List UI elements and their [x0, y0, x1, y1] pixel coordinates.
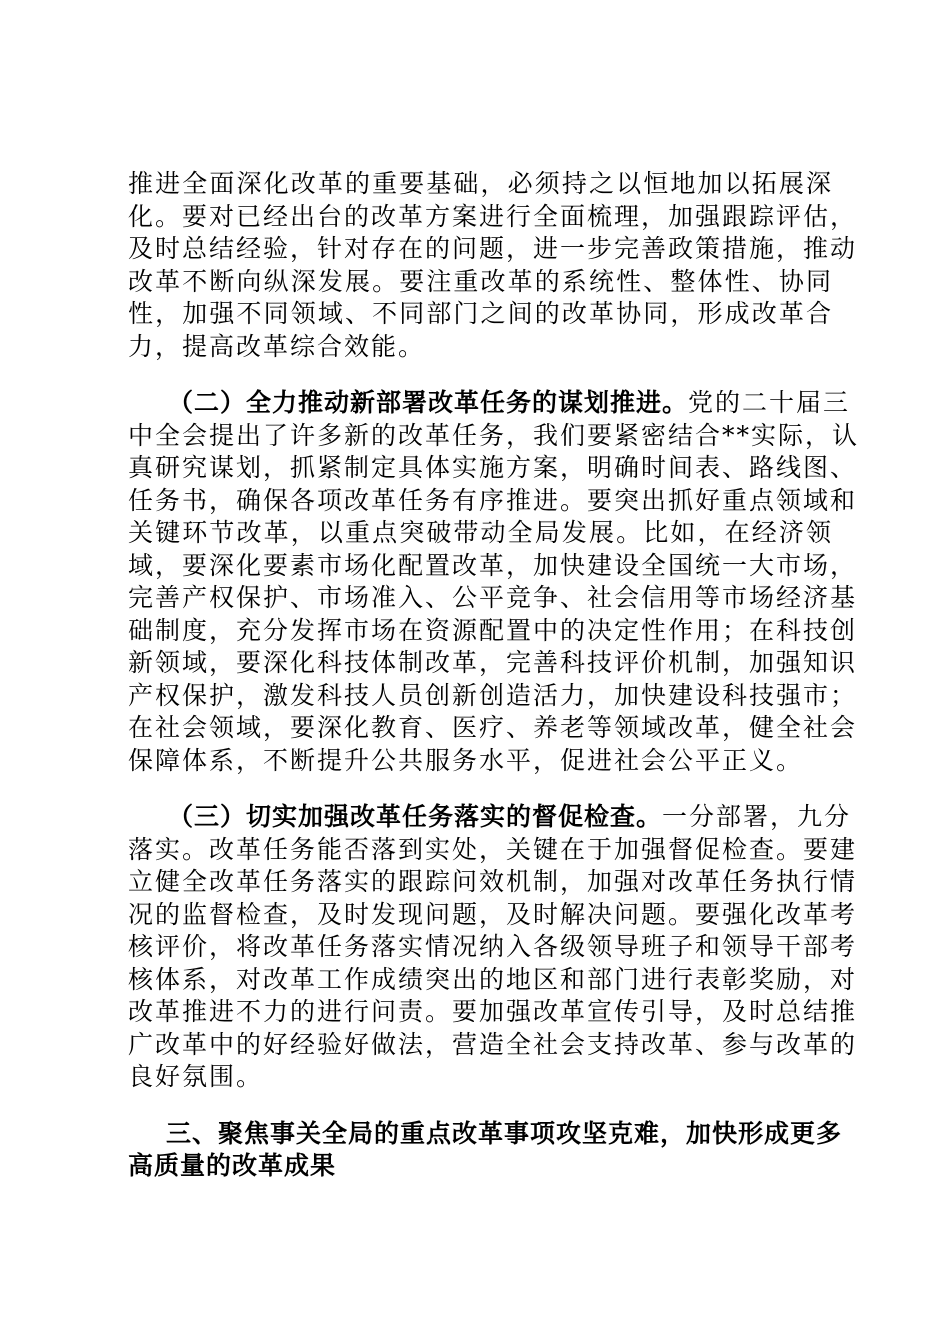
- text-line: 良好氛围。: [128, 1062, 264, 1091]
- section-lead: （二）全力推动新部署改革任务的谋划推进。: [168, 388, 689, 417]
- text-line: 础制度，充分发挥市场在资源配置中的决定性作用；在科技创: [128, 615, 858, 645]
- heading-line: 高质量的改革成果: [128, 1151, 337, 1180]
- paragraph-section-2: [128, 387, 860, 777]
- text-line: 力，提高改革综合效能。: [128, 331, 426, 361]
- text-line: 真研究谋划，抓紧制定具体实施方案，明确时间表、路线图、: [128, 453, 858, 482]
- text-line: 完善产权保护、市场准入、公平竞争、社会信用等市场经济基: [128, 583, 858, 612]
- text-line: 产权保护，激发科技人员创新创造活力，加快建设科技强市；: [128, 680, 858, 710]
- heading-line: 三、聚焦事关全局的重点改革事项攻坚克难，加快形成更多: [166, 1118, 843, 1148]
- text-line: 核评价，将改革任务落实情况纳入各级领导班子和领导干部考: [128, 932, 858, 961]
- section-lead: （三）切实加强改革任务落实的督促检查。: [168, 802, 663, 831]
- text-line: 改革推进不力的进行问责。要加强改革宣传引导，及时总结推: [128, 997, 858, 1026]
- text-line: 核体系，对改革工作成绩突出的地区和部门进行表彰奖励，对: [128, 964, 858, 994]
- text-line: 推进全面深化改革的重要基础，必须持之以恒地加以拓展深: [128, 169, 833, 198]
- section-heading: [128, 1118, 843, 1183]
- text-line: 落实。改革任务能否落到实处，关键在于加强督促检查。要建: [128, 834, 858, 864]
- section-lead-rest: 一分部署，九分: [662, 802, 852, 831]
- text-line: 域，要深化要素市场化配置改革，加快建设全国统一大市场，: [128, 550, 858, 580]
- text-line: 中全会提出了许多新的改革任务，我们要紧密结合**实际，认: [128, 420, 860, 450]
- text-line: 广改革中的好经验好做法，营造全社会支持改革、参与改革的: [128, 1029, 858, 1059]
- text-line: 立健全改革任务落实的跟踪问效机制，加强对改革任务执行情: [128, 867, 858, 896]
- document-page: [128, 168, 860, 1183]
- text-line: 保障体系，不断提升公共服务水平，促进社会公平正义。: [128, 745, 804, 775]
- section-lead-rest: 党的二十届三: [688, 388, 851, 417]
- text-line: 况的监督检查，及时发现问题，及时解决问题。要强化改革考: [128, 899, 858, 929]
- text-line: [128, 387, 851, 420]
- text-line: 在社会领域，要深化教育、医疗、养老等领域改革，健全社会: [128, 713, 858, 742]
- paragraph-section-3: [128, 801, 858, 1094]
- text-line: 任务书，确保各项改革任务有序推进。要突出抓好重点领域和: [128, 485, 858, 515]
- text-line: [128, 801, 852, 834]
- text-line: 改革不断向纵深发展。要注重改革的系统性、整体性、协同: [128, 266, 833, 296]
- text-line: 关键环节改革，以重点突破带动全局发展。比如，在经济领: [128, 518, 833, 547]
- text-line: 性，加强不同领域、不同部门之间的改革协同，形成改革合: [128, 299, 833, 328]
- text-line: 新领域，要深化科技体制改革，完善科技评价机制，加强知识: [128, 648, 858, 677]
- paragraph-continuation: [128, 168, 858, 363]
- text-line: 及时总结经验，针对存在的问题，进一步完善政策措施，推动: [128, 234, 858, 263]
- text-line: 化。要对已经出台的改革方案进行全面梳理，加强跟踪评估，: [128, 201, 858, 231]
